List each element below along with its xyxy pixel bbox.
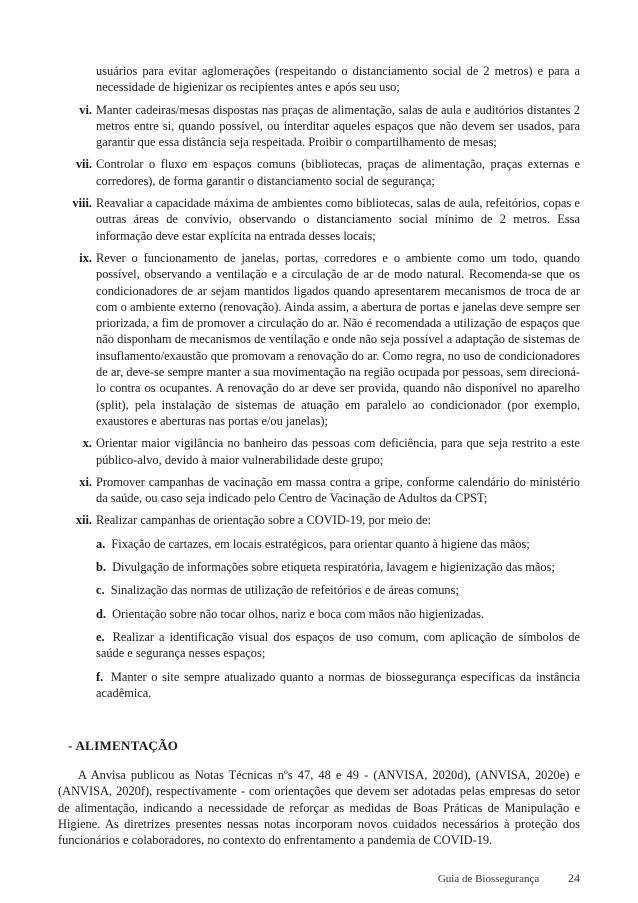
sub-list-item-marker: b. xyxy=(96,560,106,575)
sub-list-item xyxy=(0,629,638,662)
list-item-text: Reavaliar a capacidade máxima de ambientes como bibliotecas, salas de aula, refeitórios, copas e outras áreas de convívio, observando o distanciamento social mínimo de 2 metros. Essa informação deve estar explícita na entrada desses locais; xyxy=(96,196,580,243)
list-item-marker: ix. xyxy=(79,250,92,265)
sub-list-item-text: Orientação sobre não tocar olhos, nariz e boca com mãos não higienizadas. xyxy=(112,606,485,621)
list-item-marker: xi. xyxy=(79,474,92,489)
sub-list-item-text: Fixação de cartazes, em locais estratégicos, para orientar quanto à higiene das mãos; xyxy=(111,536,530,551)
list-item-marker: vii. xyxy=(75,157,92,172)
sub-list-item-text: Sinalização das normas de utilização de refeitórios e de áreas comuns; xyxy=(110,583,459,598)
footer-label: Guia de Biossegurança xyxy=(437,873,540,885)
list-item xyxy=(0,435,638,468)
list-item-marker: xii. xyxy=(75,513,92,528)
sub-list-item-marker: e. xyxy=(96,629,105,644)
page-number: 24 xyxy=(568,871,580,885)
sub-list-item-marker: c. xyxy=(96,583,105,598)
sub-list-item-text: Divulgação de informações sobre etiqueta respiratória, lavagem e higienização das mãos; xyxy=(112,560,555,575)
sub-list-item xyxy=(0,606,638,622)
measures-list xyxy=(0,63,638,708)
list-item-text: Promover campanhas de vacinação em massa contra a gripe, conforme calendário do ministério da saúde, ou caso seja indicado pelo Centro de Vacinação de Adultos da CPST; xyxy=(96,474,580,506)
list-item-text: Rever o funcionamento de janelas, portas, corredores e o ambiente como um todo, quando possível, observando a ventilação e a circulação de ar de modo natural. Recomenda-se que os condicionadores de ar sejam mantidos ligados quando apresentarem mecanismos de troca de ar com o ambiente externo (renovação). Ainda assim, a abertura de portas e janelas deve sempre ser priorizada, a fim de promover a circulação do ar. Não é recomendada a utilização de espaços que não disponham de mecanismos de ventilação e onde não seja possível a adaptação de sistemas de insuflamento/exaustão que promovam a renovação do ar. Como regra, no uso de condicionadores de ar, deve-se sempre manter a sua movimentação na região ocupada por pessoas, sem direcioná-lo contra os ocupantes. A renovação do ar deve ser provida, quando não disponível no aparelho (split), pela instalação de sistemas de atuação em paralelo ao condicionador (por exemplo, exaustores e aberturas nas portas e/ou janelas); xyxy=(96,250,580,428)
sub-list-item-marker: f. xyxy=(96,669,104,684)
list-item-marker: vi. xyxy=(79,102,92,117)
sub-list-item xyxy=(0,536,638,552)
list-item-marker: viii. xyxy=(72,196,92,211)
list-item xyxy=(0,195,638,244)
section-paragraph: A Anvisa publicou as Notas Técnicas nºs 47, 48 e 49 - (ANVISA, 2020d), (ANVISA, 2020e) e (ANVISA, 2020f), respectivamente - com orientações que devem ser adotadas pelas empresas do setor de alimentação, indicando a necessidade de reforçar as medidas de Boas Práticas de Manipulação e Higiene. As diretrizes presentes nessas notas incorporam novos cuidados necessários à proteção dos funcionários e colaboradores, no contexto do enfrentamento a pandemia de COVID-19. xyxy=(58,768,580,848)
sub-list-item-text: Manter o site sempre atualizado quanto a normas de biossegurança específicas da instância acadêmica. xyxy=(96,669,580,700)
list-item xyxy=(0,512,638,528)
sub-list-item xyxy=(0,669,638,702)
list-item-text: Realizar campanhas de orientação sobre a COVID-19, por meio de: xyxy=(96,513,432,528)
page-footer xyxy=(438,871,580,886)
list-item-text: Orientar maior vigilância no banheiro das pessoas com deficiência, para que seja restrito a este público-alvo, devido à maior vulnerabilidade deste grupo; xyxy=(96,436,580,467)
list-item-text: usuários para evitar aglomerações (respeitando o distanciamento social de 2 metros) e para a necessidade de higienizar os recipientes antes e após seu uso; xyxy=(96,64,580,95)
section-heading: - ALIMENTAÇÃO xyxy=(68,738,179,753)
list-item xyxy=(0,250,638,429)
list-item xyxy=(0,102,638,151)
list-item-text: Controlar o fluxo em espaços comuns (bibliotecas, praças de alimentação, praças externas e corredores), de forma garantir o distanciamento social de segurança; xyxy=(96,157,580,188)
sub-list-item xyxy=(0,559,638,575)
list-item xyxy=(0,474,638,507)
list-item xyxy=(0,156,638,189)
sub-list-item-marker: a. xyxy=(96,536,106,551)
list-item-text: Manter cadeiras/mesas dispostas nas praças de alimentação, salas de aula e auditórios distantes 2 metros entre si, quando possível, ou interditar aqueles espaços que não devem ser usados, para garantir que essa distância seja respeitada. Proibir o compartilhamento de mesas; xyxy=(96,102,580,150)
list-item xyxy=(0,63,638,96)
sub-list-item-marker: d. xyxy=(96,606,106,621)
sub-list-item-text: Realizar a identificação visual dos espaços de uso comum, com aplicação de símbolos de saúde e segurança nesses espaços; xyxy=(96,629,580,661)
sub-list-item xyxy=(0,582,638,598)
list-item-marker: x. xyxy=(82,436,92,451)
